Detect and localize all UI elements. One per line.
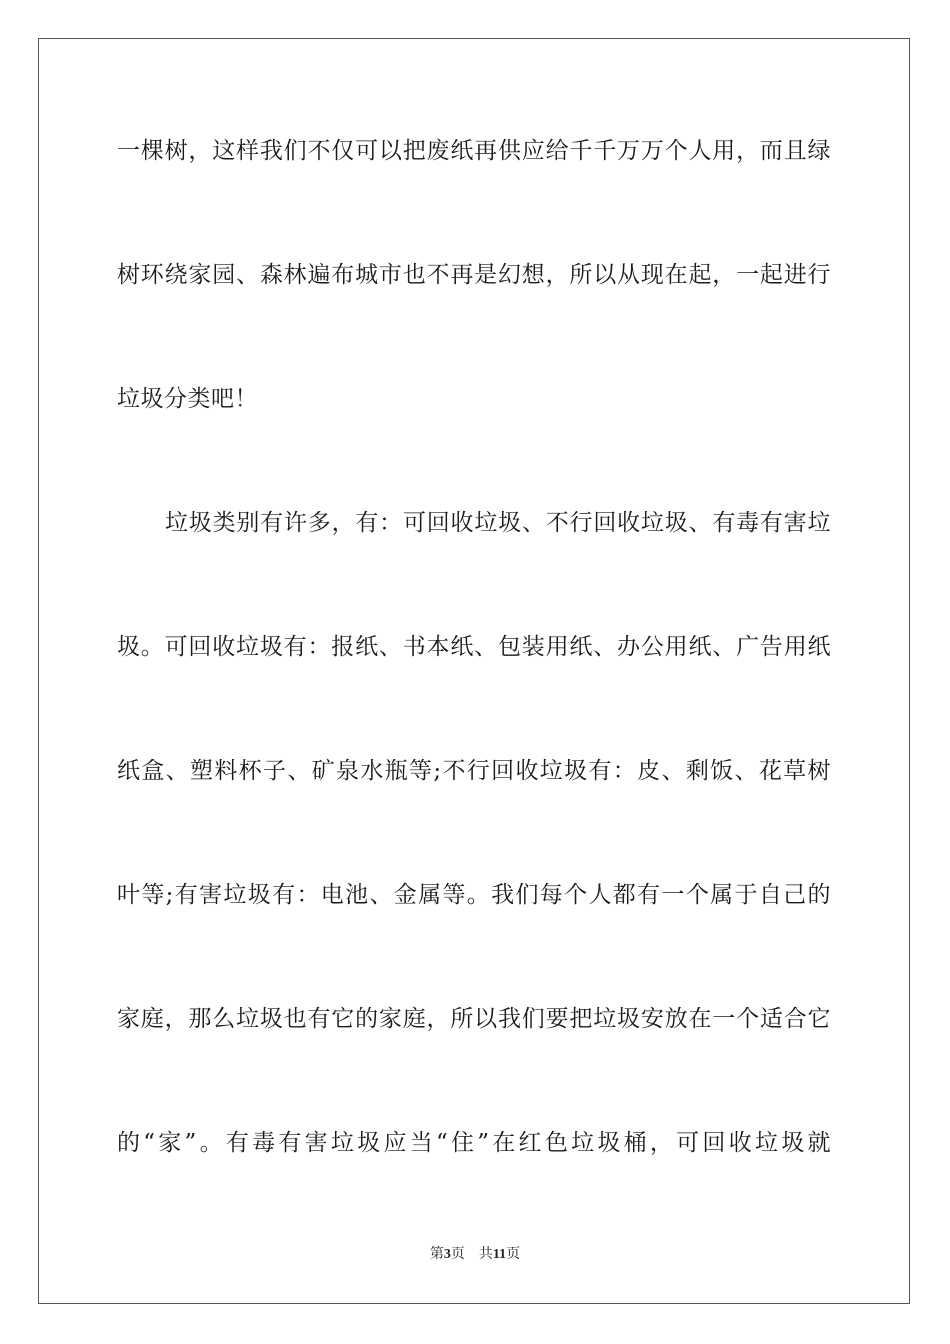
text-line-1: 一棵树，这样我们不仅可以把废纸再供应给千千万万个人用，而且绿 [117,138,831,164]
footer-total-suffix: 页 [506,1247,521,1262]
footer-page-suffix: 页 [450,1247,465,1262]
text-line-7: 叶等;有害垃圾有：电池、金属等。我们每个人都有一个属于自己的 [117,882,831,908]
text-line-9: 的“家”。有毒有害垃圾应当“住”在红色垃圾桶，可回收垃圾就 [117,1130,831,1156]
text-line-6: 纸盒、塑料杯子、矿泉水瓶等;不行回收垃圾有：皮、剩饭、花草树 [117,758,831,784]
text-line-8: 家庭，那么垃圾也有它的家庭，所以我们要把垃圾安放在一个适合它 [117,1006,831,1032]
text-line-2: 树环绕家园、森林遍布城市也不再是幻想，所以从现在起，一起进行 [117,262,831,288]
footer-total-prefix: 共 [478,1247,493,1262]
footer-page-number: 3 [443,1247,451,1262]
text-line-5: 圾。可回收垃圾有：报纸、书本纸、包装用纸、办公用纸、广告用纸 [117,634,831,660]
footer-page-prefix: 第 [429,1247,444,1262]
text-line-3: 垃圾分类吧！ [117,386,258,412]
page-footer [0,1246,950,1264]
page-border [38,38,910,1304]
footer-total-pages: 11 [492,1247,507,1262]
text-line-4: 垃圾类别有许多，有：可回收垃圾、不行回收垃圾、有毒有害垃 [165,510,831,536]
